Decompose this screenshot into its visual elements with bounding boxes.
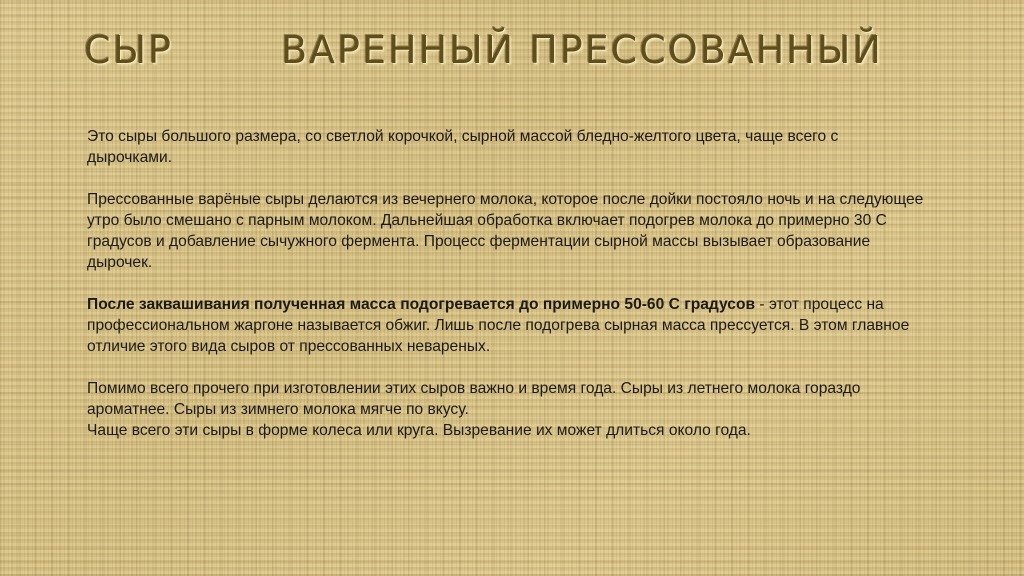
slide-title	[84, 28, 883, 72]
heating-rest-text: - этот процесс на профессиональном жаргоне называется обжиг. Лишь после подогрева сырная масса прессуется. В этом главное отличие этого вида сыров от прессованных невареных.	[87, 296, 910, 355]
paragraph-description: Это сыры большого размера, со светлой корочкой, сырной массой бледно-желтого цвета, чаще всего с дырочками.	[87, 128, 839, 166]
paragraph-production: Прессованные варёные сыры делаются из вечернего молока, которое после дойки постояло ночь и на следующее утро было смешано с парным молоком. Дальнейшая обработка включает подогрев молока до примерно 30 С градусов и добавление сычужного фермента. Процесс ферментации сырной массы вызывает образование дырочек.	[87, 191, 924, 271]
title-word-boiled-pressed: ВАРЕННЫЙ ПРЕССОВАННЫЙ	[280, 28, 883, 72]
title-word-cheese: СЫР	[84, 28, 173, 72]
slide-body	[87, 126, 927, 441]
heating-bold-text: После заквашивания полученная масса подогревается до примерно 50-60 С градусов	[87, 296, 756, 313]
paragraph-season: Помимо всего прочего при изготовлении этих сыров важно и время года. Сыры из летнего молока гораздо ароматнее. Сыры из зимнего молока мягче по вкусу.	[87, 380, 861, 418]
paragraph-shape: Чаще всего эти сыры в форме колеса или круга. Вызревание их может длиться около года.	[87, 422, 751, 439]
paragraph-heating	[87, 294, 927, 357]
